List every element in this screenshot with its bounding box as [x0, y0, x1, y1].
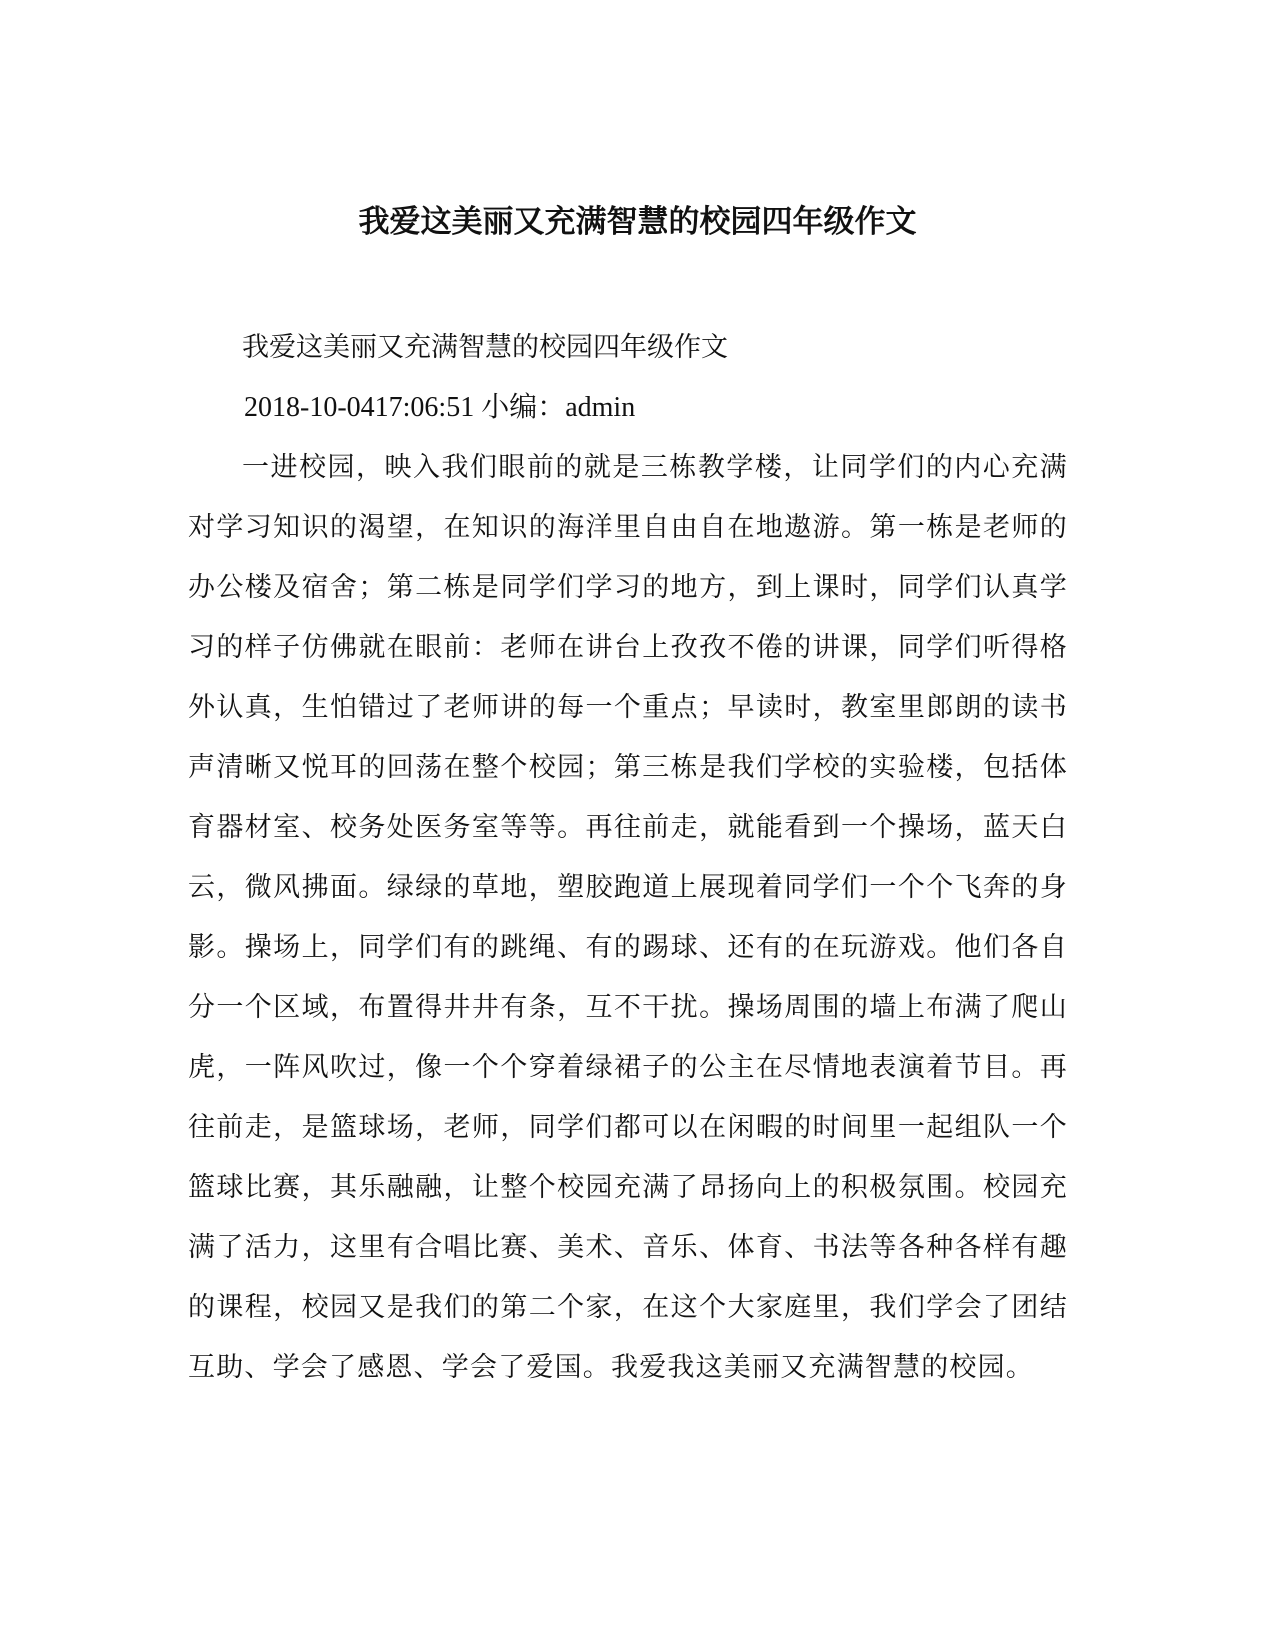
document-title: 我爱这美丽又充满智慧的校园四年级作文 — [358, 204, 917, 240]
document-body — [188, 318, 1068, 1398]
document-subtitle: 我爱这美丽又充满智慧的校园四年级作文 — [242, 332, 728, 363]
document-meta: 2018-10-0417:06:51 小编：admin — [244, 392, 636, 423]
body-paragraph: 一进校园，映入我们眼前的就是三栋教学楼，让同学们的内心充满对学习知识的渴望，在知识的海洋里自由自在地遨游。第一栋是老师的办公楼及宿舍；第二栋是同学们学习的地方，到上课时，同学们认真学习的样子仿佛就在眼前：老师在讲台上孜孜不倦的讲课，同学们听得格外认真，生怕错过了老师讲的每一个重点；早读时，教室里郎朗的读书声清晰又悦耳的回荡在整个校园；第三栋是我们学校的实验楼，包括体育器材室、校务处医务室等等。再往前走，就能看到一个操场，蓝天白云，微风拂面。绿绿的草地，塑胶跑道上展现着同学们一个个飞奔的身影。操场上，同学们有的跳绳、有的踢球、还有的在玩游戏。他们各自分一个区域，布置得井井有条，互不干扰。操场周围的墙上布满了爬山虎，一阵风吹过，像一个个穿着绿裙子的公主在尽情地表演着节目。再往前走，是篮球场，老师，同学们都可以在闲暇的时间里一起组队一个篮球比赛，其乐融融，让整个校园充满了昂扬向上的积极氛围。校园充满了活力，这里有合唱比赛、美术、音乐、体育、书法等各种各样有趣的课程，校园又是我们的第二个家，在这个大家庭里，我们学会了团结互助、学会了感恩、学会了爱国。我爱我这美丽又充满智慧的校园。 — [188, 452, 1068, 1383]
